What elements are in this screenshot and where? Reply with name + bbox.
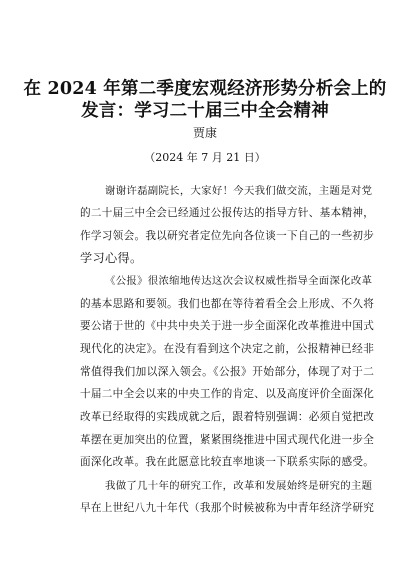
body-line: 常值得我们加以深入领会。《公报》开始部分，体现了对于二 (80, 365, 375, 378)
body-line: 的基本思路和要领。我们也都在等待着看全会上形成、不久将 (80, 298, 375, 310)
body-line: 谢谢许磊副院长，大家好！今天我们做交流，主题是对党 (105, 185, 373, 197)
body-line: 革摆在更加突出的位置，紧紧围绕推进中国式现代化进一步全 (80, 434, 375, 446)
body-line: 十届二中全会以来的中央工作的肯定、以及高度评价全面深化 (80, 388, 375, 400)
speech-date: （2024 年 7 月 21 日） (144, 151, 266, 164)
body-line: 《公报》很浓缩地传达这次会议权威性指导全面深化改革 (105, 275, 373, 287)
body-line: 现代化的决定》。在没有看到这个决定之前，公报精神已经非 (80, 342, 375, 355)
body-line: 早在上世纪八九十年代（我那个时候被称为中青年经济学研究 (80, 502, 375, 514)
body-line: 我做了几十年的研究工作，改革和发展始终是研究的主题 (105, 480, 373, 492)
body-line: 要公诸于世的《中共中央关于进一步全面深化改革推进中国式 (80, 320, 375, 332)
document-title-line-1: 在 2024 年第二季度宏观经济形势分析会上的 (23, 79, 387, 99)
document-title-line-2: 发言：学习二十届三中全会精神 (81, 101, 329, 121)
body-line: 改革已经取得的实践成就之后，跟着特别强调：必须自觉把改 (80, 411, 375, 423)
body-line: 学习心得。 (80, 251, 143, 265)
body-line: 作学习领会。我以研究者定位先向各位谈一下自己的一些初步 (80, 230, 375, 242)
author-name: 贾康 (192, 126, 217, 140)
body-line: 的二十届三中全会已经通过公报传达的指导方针、基本精神， (80, 207, 375, 219)
body-line: 面深化改革。我在此愿意比较直率地谈一下联系实际的感受。 (80, 456, 375, 468)
